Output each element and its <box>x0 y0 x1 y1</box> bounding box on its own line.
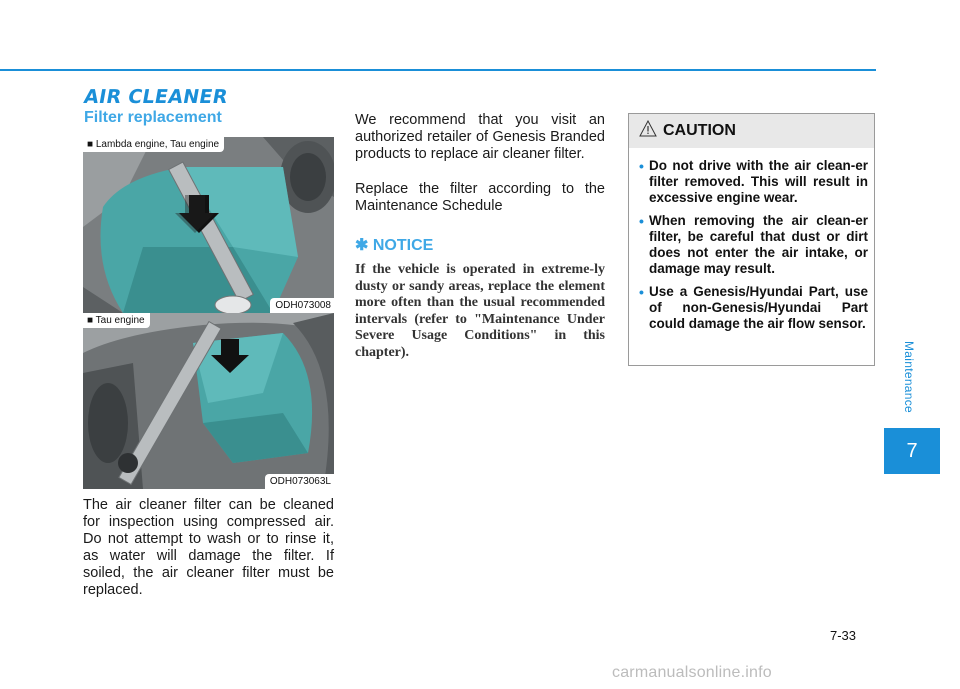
engine-bay-illustration-2 <box>83 313 334 489</box>
subsection-title: Filter replacement <box>84 109 222 126</box>
caution-title: CAUTION <box>663 122 736 139</box>
chapter-number-tab: 7 <box>884 428 940 474</box>
caution-item <box>641 158 868 206</box>
bullet-icon: • <box>639 158 644 174</box>
caution-header <box>629 114 874 148</box>
caution-list <box>629 148 874 332</box>
caution-box <box>628 113 875 366</box>
figure-code: ODH073063L <box>265 474 334 489</box>
caution-item <box>641 284 868 332</box>
retailer-paragraph: We recommend that you visit an authorized retailer of Genesis Branded products to replace air cleaner filter. <box>355 112 605 162</box>
notice-heading: ✱ NOTICE <box>355 237 434 254</box>
figure-tau-engine <box>83 313 334 489</box>
watermark: carmanualsonline.info <box>612 664 772 681</box>
section-title: AIR CLEANER <box>82 86 230 108</box>
figure-label: ■ Lambda engine, Tau engine <box>83 137 224 152</box>
caution-item <box>641 213 868 277</box>
chapter-side-label: Maintenance <box>902 341 916 414</box>
filter-cleaning-paragraph: The air cleaner filter can be cleaned for inspection using compressed air. Do not attempt to wash or to rinse it, as water will damage the filter. If soiled, the air cleaner filter must be replaced. <box>83 497 334 598</box>
engine-bay-illustration-1 <box>83 137 334 313</box>
schedule-paragraph: Replace the filter according to the Maintenance Schedule <box>355 181 605 214</box>
caution-item-text: Do not drive with the air clean-er filter removed. This will result in excessive engine wear. <box>649 158 868 205</box>
notice-text: If the vehicle is operated in extreme-ly dusty or sandy areas, replace the element more often than the usual recommended intervals (refer to "Maintenance Under Severe Usage Conditions" in this chapter). <box>355 262 605 360</box>
caution-item-text: Use a Genesis/Hyundai Part, use of non-Genesis/Hyundai Part could damage the air flow sensor. <box>649 284 868 331</box>
caution-item-text: When removing the air clean-er filter, be careful that dust or dirt does not enter the air intake, or damage may result. <box>649 213 868 276</box>
page-number: 7-33 <box>830 628 857 643</box>
figure-lambda-tau-engine <box>83 137 334 313</box>
top-rule <box>0 69 876 71</box>
figure-code: ODH073008 <box>270 298 334 313</box>
warning-triangle-icon <box>639 120 657 143</box>
bullet-icon: • <box>639 284 644 300</box>
figure-label: ■ Tau engine <box>83 313 150 328</box>
bullet-icon: • <box>639 213 644 229</box>
